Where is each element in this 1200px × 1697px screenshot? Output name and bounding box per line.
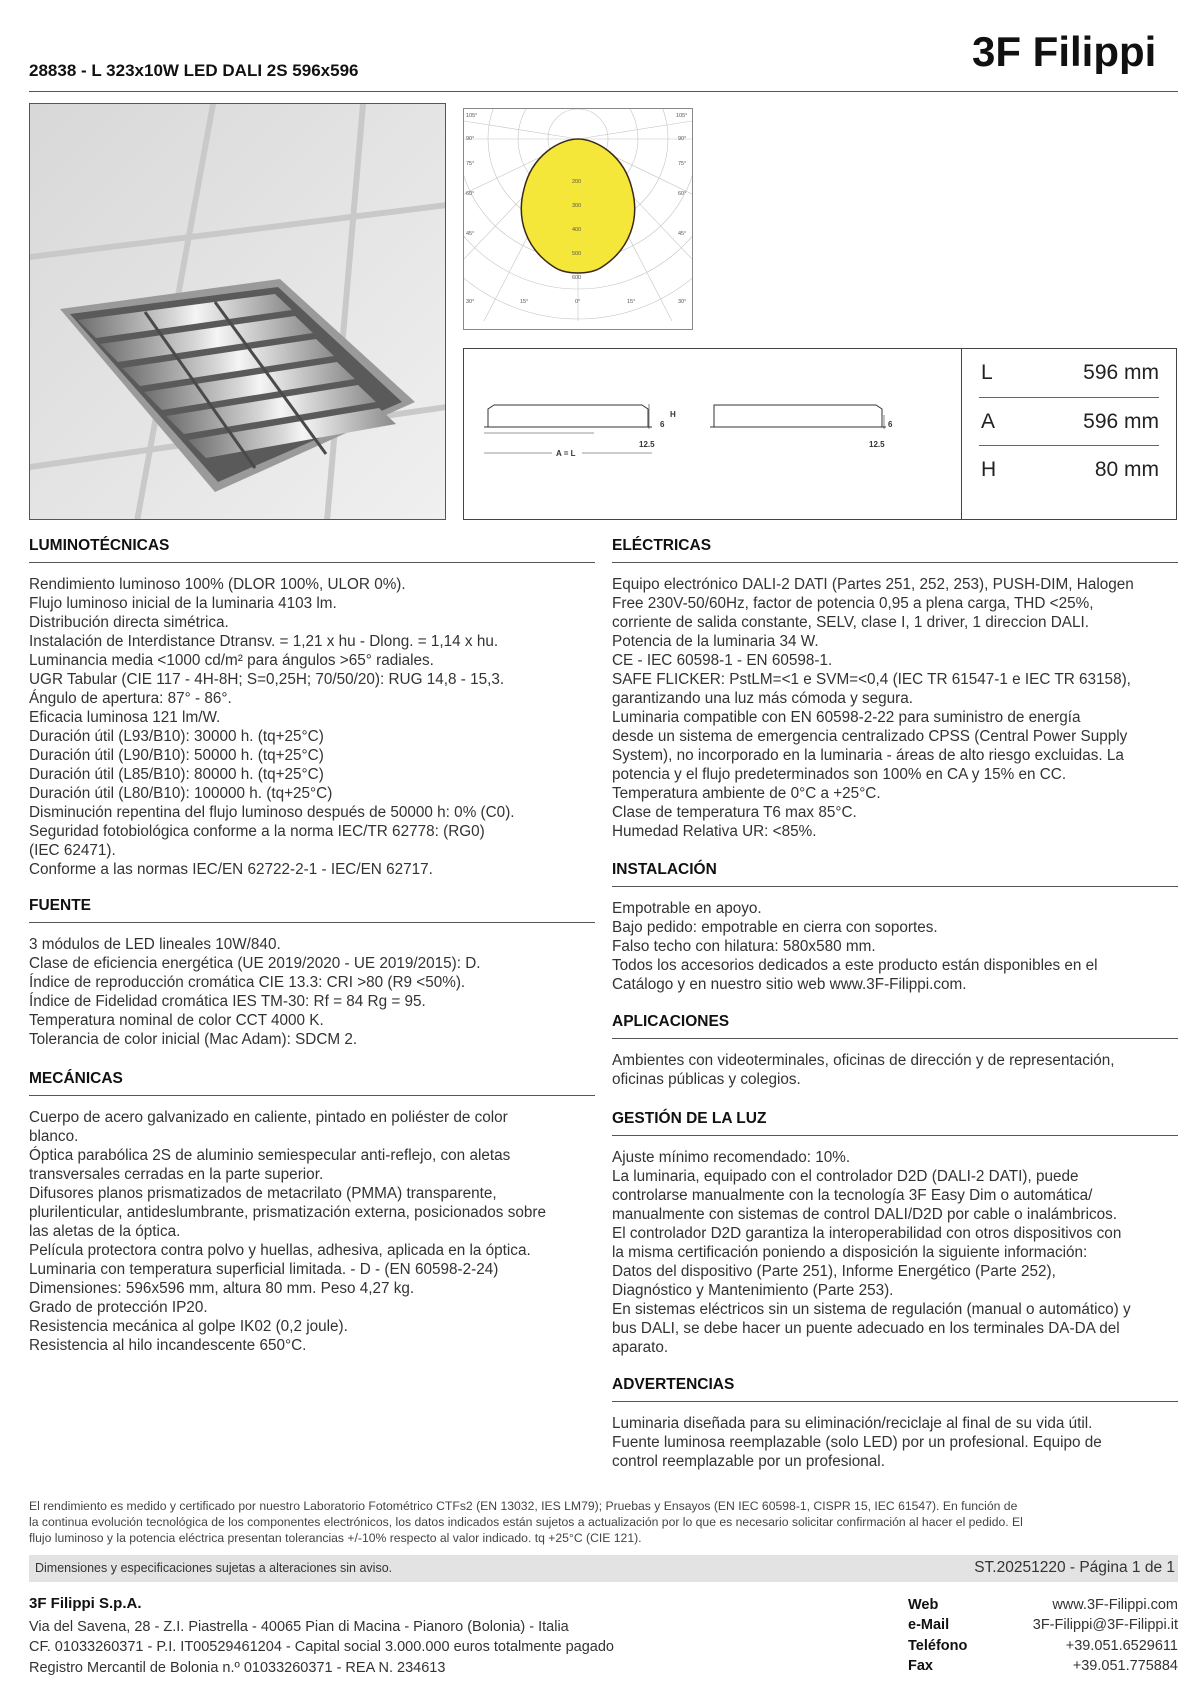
svg-text:500: 500 bbox=[572, 251, 582, 257]
dimension-panel bbox=[463, 348, 1177, 520]
svg-text:105°: 105° bbox=[676, 113, 688, 119]
svg-text:30°: 30° bbox=[678, 299, 687, 305]
section-title-gestion: GESTIÓN DE LA LUZ bbox=[612, 1110, 767, 1127]
svg-text:H: H bbox=[670, 410, 676, 419]
dimension-table bbox=[979, 349, 1159, 493]
section-text-instalacion: Empotrable en apoyo. Bajo pedido: empotrable en cierra con soportes. Falso techo con hilatura: 580x580 mm. Todos los accesorios dedicados a este producto están disponibles en el Catálogo y en nuestro sitio web www.3F-Filippi.com. bbox=[612, 900, 1098, 993]
svg-text:12.5: 12.5 bbox=[639, 440, 655, 449]
svg-text:105°: 105° bbox=[466, 113, 478, 119]
dimension-value: 80 mm bbox=[1094, 457, 1159, 481]
footer-bar bbox=[29, 1555, 1178, 1582]
section-title-advertencias: ADVERTENCIAS bbox=[612, 1376, 735, 1393]
svg-text:15°: 15° bbox=[627, 299, 636, 305]
section-title-instalacion: INSTALACIÓN bbox=[612, 861, 717, 878]
company-name: 3F Filippi S.p.A. bbox=[29, 1595, 142, 1612]
contact-block bbox=[908, 1595, 1178, 1676]
svg-text:12.5: 12.5 bbox=[869, 440, 885, 449]
contact-key: e-Mail bbox=[908, 1617, 950, 1634]
contact-key: Fax bbox=[908, 1657, 933, 1674]
section-text-mecanicas: Cuerpo de acero galvanizado en caliente, pintado en poliéster de color blanco. Óptica parabólica 2S de aluminio semiespecular anti-reflejo, con aletas transversales cerradas en la parte superior. Difusores planos prismatizados de metacrilato (PMMA) transparente, plurilenticular, antideslumbrante, prismatización externa, posicionados sobre las aletas de la óptica. Película protectora contra polvo y huellas, adhesiva, aplicada en la óptica. Luminaria con temperatura superficial limitada. - D - (EN 60598-2-24) Dimensiones: 596x596 mm, altura 80 mm. Peso 4,27 kg. Grado de protección IP20. Resistencia mecánica al golpe IK02 (0,2 joule). Resistencia al hilo incandescente 650°C. bbox=[29, 1109, 546, 1354]
dimension-row-h bbox=[979, 445, 1159, 493]
contact-web-link[interactable]: www.3F-Filippi.com bbox=[1052, 1597, 1178, 1613]
svg-text:400: 400 bbox=[572, 227, 582, 233]
section-rule bbox=[612, 562, 1178, 563]
section-text-fuente: 3 módulos de LED lineales 10W/840. Clase de eficiencia energética (UE 2019/2020 - UE 2019/2015): D. Índice de reproducción cromática CIE 13.3: CRI >80 (R9 <50%). Índice de Fidelidad cromática IES TM-30: Rf = 84 Rg = 95. Temperatura nominal de color CCT 4000 K. Tolerancia de color inicial (Mac Adam): SDCM 2. bbox=[29, 936, 481, 1048]
footer-disclaimer: Dimensiones y especificaciones sujetas a alteraciones sin aviso. bbox=[35, 1561, 393, 1575]
contact-phone: +39.051.6529611 bbox=[1065, 1637, 1178, 1654]
product-photo bbox=[29, 103, 446, 520]
section-rule bbox=[29, 562, 595, 563]
section-text-gestion: Ajuste mínimo recomendado: 10%. La luminaria, equipado con el controlador D2D (DALI-2 DATI), puede controlarse manualmente con la tecnología 3F Easy Dim o automática/ manualmente con sistemas de control DALI/D2D por cable o inalámbricos. El controlador D2D garantiza la interoperabilidad con otros dispositivos con la misma certificación poniendo a disposición la siguiente información: Datos del dispositivo (Parte 251), Informe Energético (Parte 252), Diagnóstico y Mantenimiento (Parte 253). En sistemas eléctricos sin un sistema de regulación (manual o automático) y bus DALI, se debe hacer un puente adecuado en los terminales DA-DA del aparato. bbox=[612, 1149, 1131, 1356]
contact-row-email bbox=[908, 1615, 1178, 1635]
svg-text:A = L: A = L bbox=[556, 449, 576, 458]
section-rule bbox=[29, 922, 595, 923]
section-title-fuente: FUENTE bbox=[29, 897, 91, 914]
dimension-row-a bbox=[979, 397, 1159, 445]
header-rule bbox=[29, 91, 1178, 92]
page-reference: ST.20251220 - Página 1 de 1 bbox=[974, 1559, 1175, 1576]
svg-text:60°: 60° bbox=[678, 191, 687, 197]
contact-row-web bbox=[908, 1595, 1178, 1615]
svg-text:3F Filippi: 3F Filippi bbox=[972, 28, 1157, 74]
svg-text:300: 300 bbox=[572, 203, 582, 209]
section-text-electricas: Equipo electrónico DALI-2 DATI (Partes 251, 252, 253), PUSH-DIM, Halogen Free 230V-50/60Hz, factor de potencia 0,95 a plena carga, THD <25%, corriente de salida constante, SELV, clase I, 1 driver, 1 direccion DALI. Potencia de la luminaria 34 W. CE - IEC 60598-1 - EN 60598-1. SAFE FLICKER: PstLM=<1 e SVM=<0,4 (IEC TR 61547-1 e IEC TR 63158), garantizando una luz más cómoda y segura. Luminaria compatible con EN 60598-2-22 para suministro de energía desde un sistema de emergencia centralizado CPSS (Central Power Supply System), no incorporado en la luminaria - áreas de alto riesgo excluidas. La potencia y el flujo predeterminados son 100% en CA y 15% en CC. Temperatura ambiente de 0°C a +25°C. Clase de temperatura T6 max 85°C. Humedad Relativa UR: <85%. bbox=[612, 576, 1134, 840]
dimension-divider bbox=[961, 349, 962, 519]
dimension-row-l bbox=[979, 349, 1159, 397]
section-title-mecanicas: MECÁNICAS bbox=[29, 1070, 123, 1087]
section-rule bbox=[612, 1038, 1178, 1039]
section-title-aplicaciones: APLICACIONES bbox=[612, 1013, 730, 1030]
dimension-drawing bbox=[464, 349, 962, 519]
brand-logo bbox=[972, 26, 1177, 74]
svg-text:200: 200 bbox=[572, 179, 582, 185]
section-text-aplicaciones: Ambientes con videoterminales, oficinas de dirección y de representación, oficinas públicas y colegios. bbox=[612, 1052, 1115, 1088]
photometric-polar-chart bbox=[463, 108, 693, 330]
section-rule bbox=[612, 886, 1178, 887]
dimension-value: 596 mm bbox=[1083, 361, 1159, 384]
contact-email-link[interactable]: 3F-Filippi@3F-Filippi.it bbox=[1032, 1617, 1178, 1634]
svg-text:60°: 60° bbox=[466, 191, 475, 197]
svg-text:6: 6 bbox=[888, 420, 893, 429]
svg-text:6: 6 bbox=[660, 420, 665, 429]
svg-text:45°: 45° bbox=[678, 231, 687, 237]
svg-text:600: 600 bbox=[572, 275, 582, 281]
svg-text:90°: 90° bbox=[678, 136, 687, 142]
contact-row-phone bbox=[908, 1636, 1178, 1656]
dimension-value: 596 mm bbox=[1083, 409, 1159, 433]
section-title-luminotecnicas: LUMINOTÉCNICAS bbox=[29, 537, 170, 554]
contact-row-fax bbox=[908, 1656, 1178, 1676]
svg-text:30°: 30° bbox=[466, 299, 475, 305]
section-text-luminotecnicas: Rendimiento luminoso 100% (DLOR 100%, ULOR 0%). Flujo luminoso inicial de la luminaria 4103 lm. Distribución directa simétrica. Instalación de Interdistance Dtransv. = 1,21 x hu - Dlong. = 1,14 x hu. Luminancia media <1000 cd/m² para ángulos >65° radiales. UGR Tabular (CIE 117 - 4H-8H; S=0,25H; 70/50/20): RUG 14,8 - 15,3. Ángulo de apertura: 87° - 86°. Eficacia luminosa 121 lm/W. Duración útil (L93/B10): 30000 h. (tq+25°C) Duración útil (L90/B10): 50000 h. (tq+25°C) Duración útil (L85/B10): 80000 h. (tq+25°C) Duración útil (L80/B10): 100000 h. (tq+25°C) Disminución repentina del flujo luminoso después de 50000 h: 0% (C0). Seguridad fotobiológica conforme a la norma IEC/TR 62778: (RG0) (IEC 62471). Conforme a las normas IEC/EN 62722-2-1 - IEC/EN 62717. bbox=[29, 576, 515, 878]
company-address: Via del Savena, 28 - Z.I. Piastrella - 40065 Pian di Macina - Pianoro (Bolonia) - Italia CF. 01033260371 - P.I. IT00529461204 - Capital social 3.000.000 euros totalmente pagado Registro Mercantil de Bolonia n.º 01033260371 - REA N. 234613 bbox=[29, 1619, 614, 1676]
dimension-key: L bbox=[981, 361, 993, 384]
product-photo-image bbox=[30, 104, 446, 520]
svg-text:15°: 15° bbox=[520, 299, 529, 305]
contact-fax: +39.051.775884 bbox=[1072, 1657, 1178, 1674]
section-title-electricas: ELÉCTRICAS bbox=[612, 537, 712, 554]
section-text-advertencias: Luminaria diseñada para su eliminación/reciclaje al final de su vida útil. Fuente luminosa reemplazable (solo LED) por un profesional. Equipo de control reemplazable por un profesional. bbox=[612, 1415, 1102, 1470]
svg-text:75°: 75° bbox=[678, 161, 687, 167]
section-rule bbox=[612, 1135, 1178, 1136]
section-rule bbox=[29, 1095, 595, 1096]
contact-key: Teléfono bbox=[908, 1637, 968, 1654]
svg-text:90°: 90° bbox=[466, 136, 475, 142]
svg-text:45°: 45° bbox=[466, 231, 475, 237]
product-title: 28838 - L 323x10W LED DALI 2S 596x596 bbox=[29, 61, 359, 80]
svg-text:0°: 0° bbox=[575, 299, 581, 305]
section-rule bbox=[612, 1401, 1178, 1402]
dimension-key: A bbox=[981, 409, 996, 433]
contact-key: Web bbox=[908, 1597, 939, 1613]
footnote: El rendimiento es medido y certificado por nuestro Laboratorio Fotométrico CTFs2 (EN 13032, IES LM79); Pruebas y Ensayos (EN IEC 60598-1, CISPR 15, IEC 61547). En función de la continua evolución tecnológica de los componentes electrónicos, los datos indicados están sujetos a actualización por lo que es necesario solicitar confirmación al hacer el pedido. El flujo luminoso y la potencia eléctrica presentan tolerancias +/-10% respecto al valor indicado. tq +25°C (CIE 121). bbox=[29, 1499, 1023, 1545]
svg-text:75°: 75° bbox=[466, 161, 475, 167]
dimension-key: H bbox=[981, 457, 997, 481]
